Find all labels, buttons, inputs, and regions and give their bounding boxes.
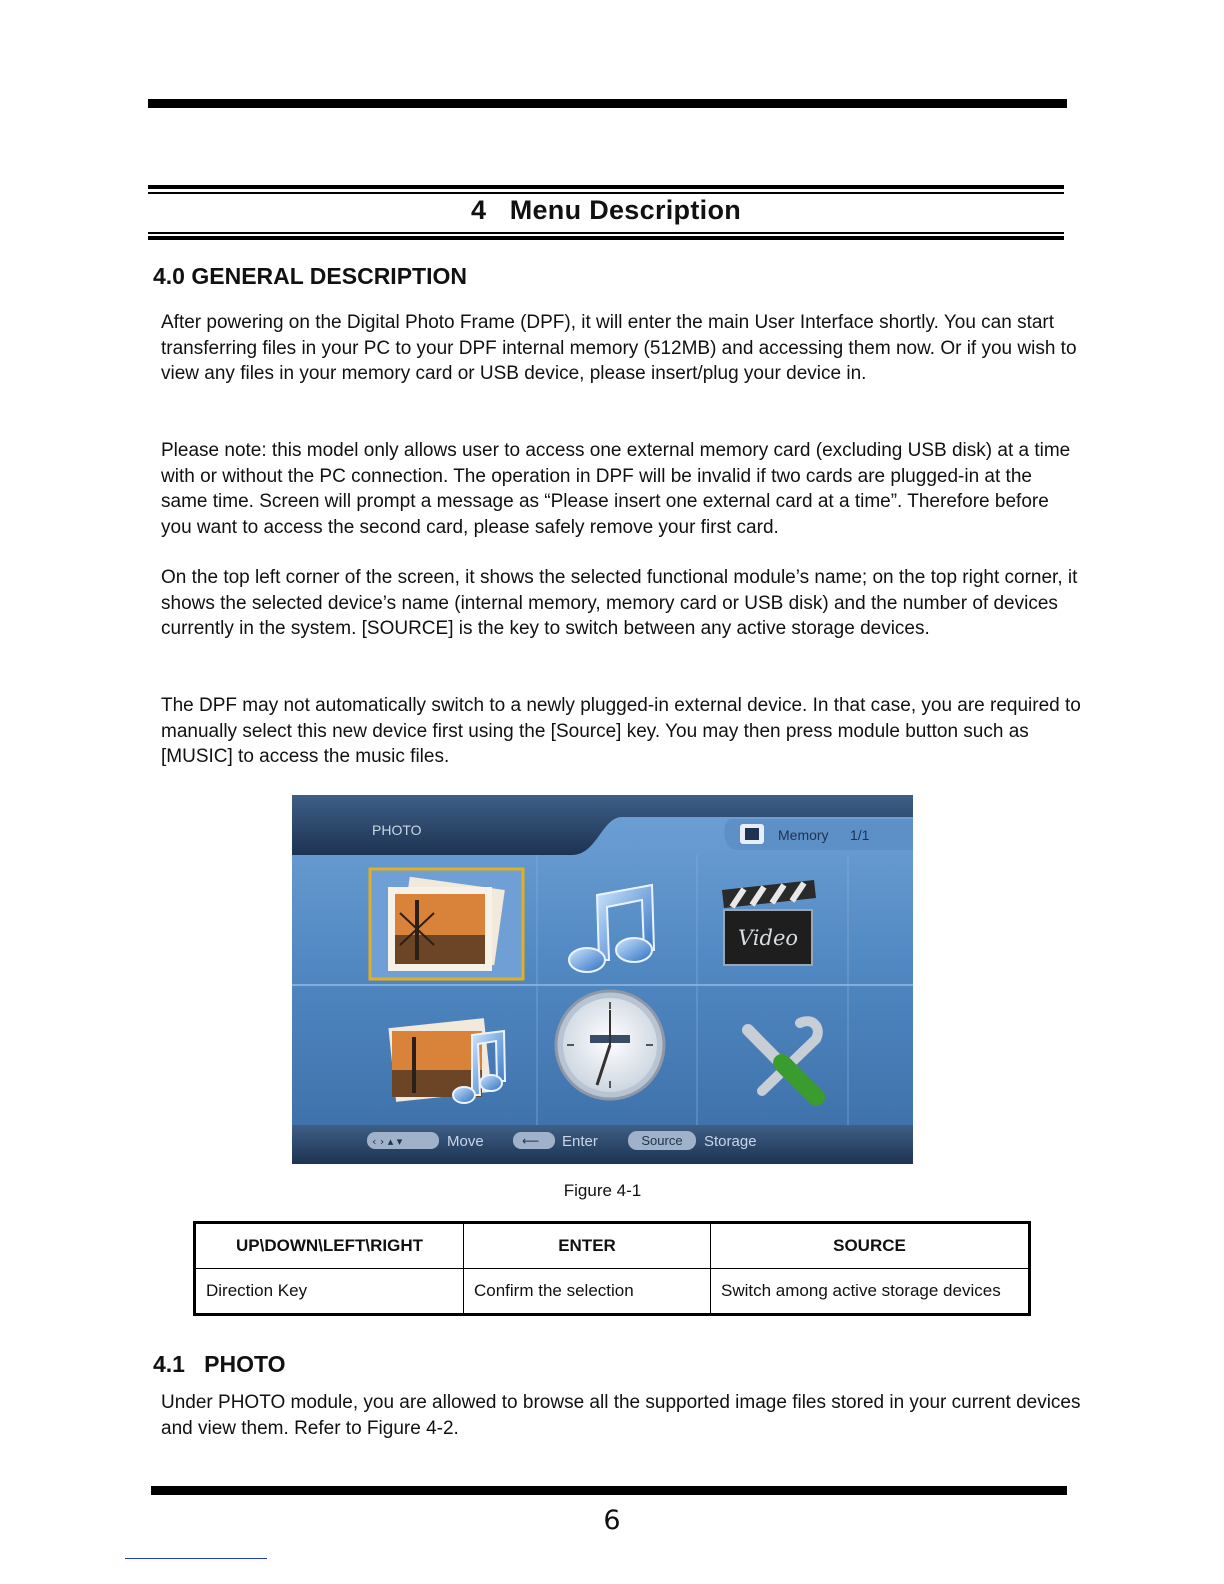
footer-rule [151, 1486, 1067, 1495]
move-hint-label: Move [447, 1133, 484, 1150]
enter-hint-label: Enter [562, 1133, 598, 1150]
key-function-table [193, 1221, 1031, 1316]
chapter-rule-top-thin [148, 192, 1064, 194]
device-count-label: 1/1 [850, 827, 870, 843]
svg-text:⟵: ⟵ [522, 1134, 540, 1148]
table-cell: Confirm the selection [464, 1269, 711, 1315]
table-cell: Switch among active storage devices [711, 1269, 1030, 1315]
photo-module-icon[interactable] [370, 869, 523, 979]
table-row [195, 1269, 1030, 1315]
chapter-title [148, 195, 1064, 226]
clock-module-icon[interactable] [556, 991, 664, 1099]
paragraph-card-note: Please note: this model only allows user to access one external memory card (excluding USB disk) at a time with or without the PC connection. The operation in DPF will be invalid if two cards are plugged-in at the same time. Screen will prompt a message as “Please insert one external card at a time”. Therefore before you want to access the second card, please safely remove your first card. [161, 440, 1071, 538]
figure-caption: Figure 4-1 [563, 1181, 642, 1200]
section-heading-general-description: 4.0 GENERAL DESCRIPTION [153, 263, 467, 289]
device-name-label: Memory [778, 827, 829, 843]
video-icon-text: Video [737, 926, 799, 950]
paragraph-source-key: The DPF may not automatically switch to a newly plugged-in external device. In that case, you are required to manually select this new device first using the [Source] key. You may then press module button such as [MUSIC] to access the music files. [161, 695, 1081, 767]
chapter-title-text: Menu Description [509, 195, 742, 225]
memory-card-icon [740, 824, 764, 844]
paragraph-photo-module: Under PHOTO module, you are allowed to browse all the supported image files stored in your current devices and view them. Refer to Figure 4-2. [161, 1392, 1081, 1439]
storage-hint-label: Storage [704, 1133, 757, 1150]
paragraph-powering-on: After powering on the Digital Photo Frame (DPF), it will enter the main User Interface shortly. You can start transferring files in your PC to your DPF internal memory (512MB) and accessing them now. Or if you wish to view any files in your memory card or USB device, please insert/plug your device in. [161, 312, 1077, 384]
table-header-cell: SOURCE [711, 1223, 1030, 1269]
header-rule [148, 99, 1067, 108]
chapter-rule-top-thick [148, 185, 1064, 189]
source-key-label: Source [641, 1133, 683, 1148]
paragraph-screen-corners: On the top left corner of the screen, it shows the selected functional module’s name; on the top right corner, it shows the selected device’s name (internal memory, memory card or USB disk) and the number of devices currently in the system. [SOURCE] is the key to switch between any active storage devices. [161, 567, 1078, 639]
module-name-label: PHOTO [372, 822, 422, 838]
video-module-icon[interactable] [722, 880, 816, 965]
source-hint [628, 1131, 757, 1150]
figure-main-menu-screenshot [292, 795, 913, 1164]
svg-text:‹ › ▴ ▾: ‹ › ▴ ▾ [372, 1135, 403, 1148]
table-header-cell: UP\DOWN\LEFT\RIGHT [195, 1223, 464, 1269]
move-hint [367, 1132, 484, 1150]
chapter-rule-bottom-thick [148, 236, 1064, 240]
section-heading-photo: 4.1 PHOTO [153, 1351, 286, 1377]
footer-link-underline [125, 1558, 267, 1559]
chapter-number: 4 [470, 195, 487, 225]
page-number: 6 [603, 1505, 621, 1536]
table-header-cell: ENTER [464, 1223, 711, 1269]
chapter-rule-bottom-thin [148, 232, 1064, 234]
table-header-row [195, 1223, 1030, 1269]
table-cell: Direction Key [195, 1269, 464, 1315]
